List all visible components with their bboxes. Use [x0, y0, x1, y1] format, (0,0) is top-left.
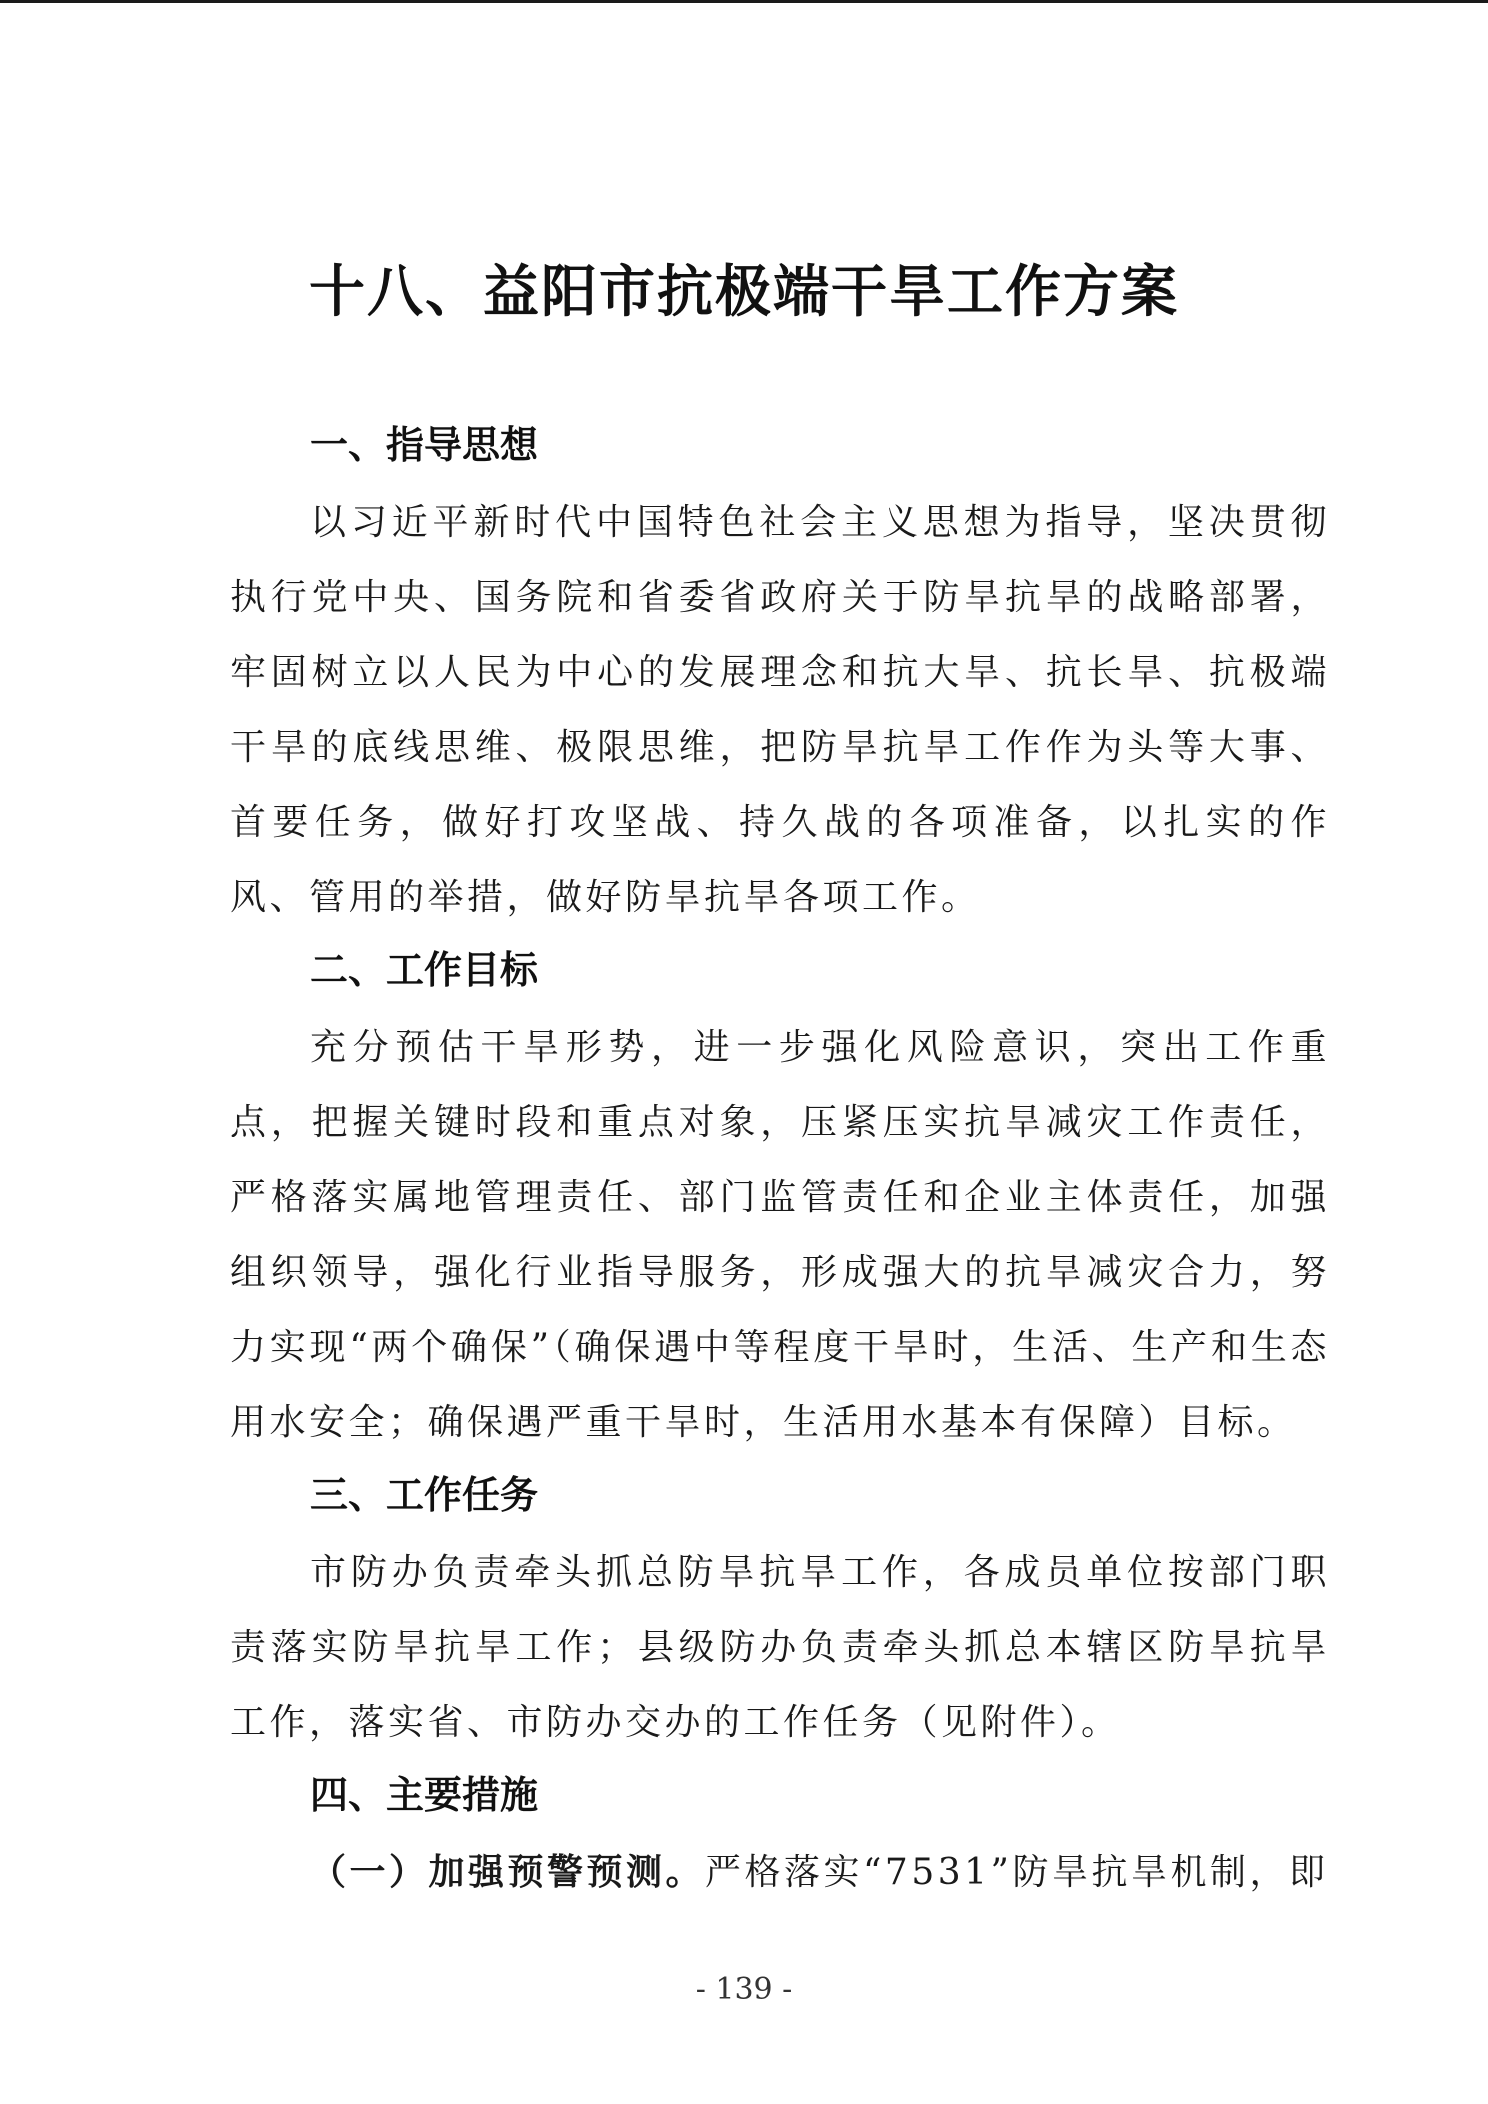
subsection-lead: （一）加强预警预测。	[310, 1852, 706, 1893]
section-heading-3: 三、工作任务	[310, 1473, 539, 1517]
section-body-2: 充分预估干旱形势，进一步强化风险意识，突出工作重点，把握关键时段和重点对象，压紧压实抗旱减灾工作责任，严格落实属地管理责任、部门监管责任和企业主体责任，加强组织领导，强化行业指导服务，形成强大的抗旱减灾合力，努力实现“两个确保”（确保遇中等程度干旱时，生活、生产和生态用水安全；确保遇严重干旱时，生活用水基本有保障）目标。	[230, 1027, 1330, 1443]
top-border-line	[0, 0, 1488, 3]
section-heading-1: 一、指导思想	[310, 423, 539, 467]
subsection-text: 严格落实“7531”防旱抗旱机制，即	[705, 1852, 1329, 1893]
section-body-1: 以习近平新时代中国特色社会主义思想为指导，坚决贯彻执行党中央、国务院和省委省政府关于防旱抗旱的战略部署，牢固树立以人民为中心的发展理念和抗大旱、抗长旱、抗极端干旱的底线思维、极限思维，把防旱抗旱工作作为头等大事、首要任务，做好打攻坚战、持久战的各项准备，以扎实的作风、管用的举措，做好防旱抗旱各项工作。	[230, 502, 1330, 918]
section-heading-2: 二、工作目标	[310, 948, 539, 992]
page-number: - 139 -	[695, 1972, 793, 2007]
document-title: 十八、益阳市抗极端干旱工作方案	[309, 259, 1179, 325]
section-body-3: 市防办负责牵头抓总防旱抗旱工作，各成员单位按部门职责落实防旱抗旱工作；县级防办负责牵头抓总本辖区防旱抗旱工作，落实省、市防办交办的工作任务（见附件）。	[230, 1552, 1330, 1743]
section-heading-4: 四、主要措施	[310, 1773, 539, 1817]
section-body-4	[230, 1835, 1330, 1910]
